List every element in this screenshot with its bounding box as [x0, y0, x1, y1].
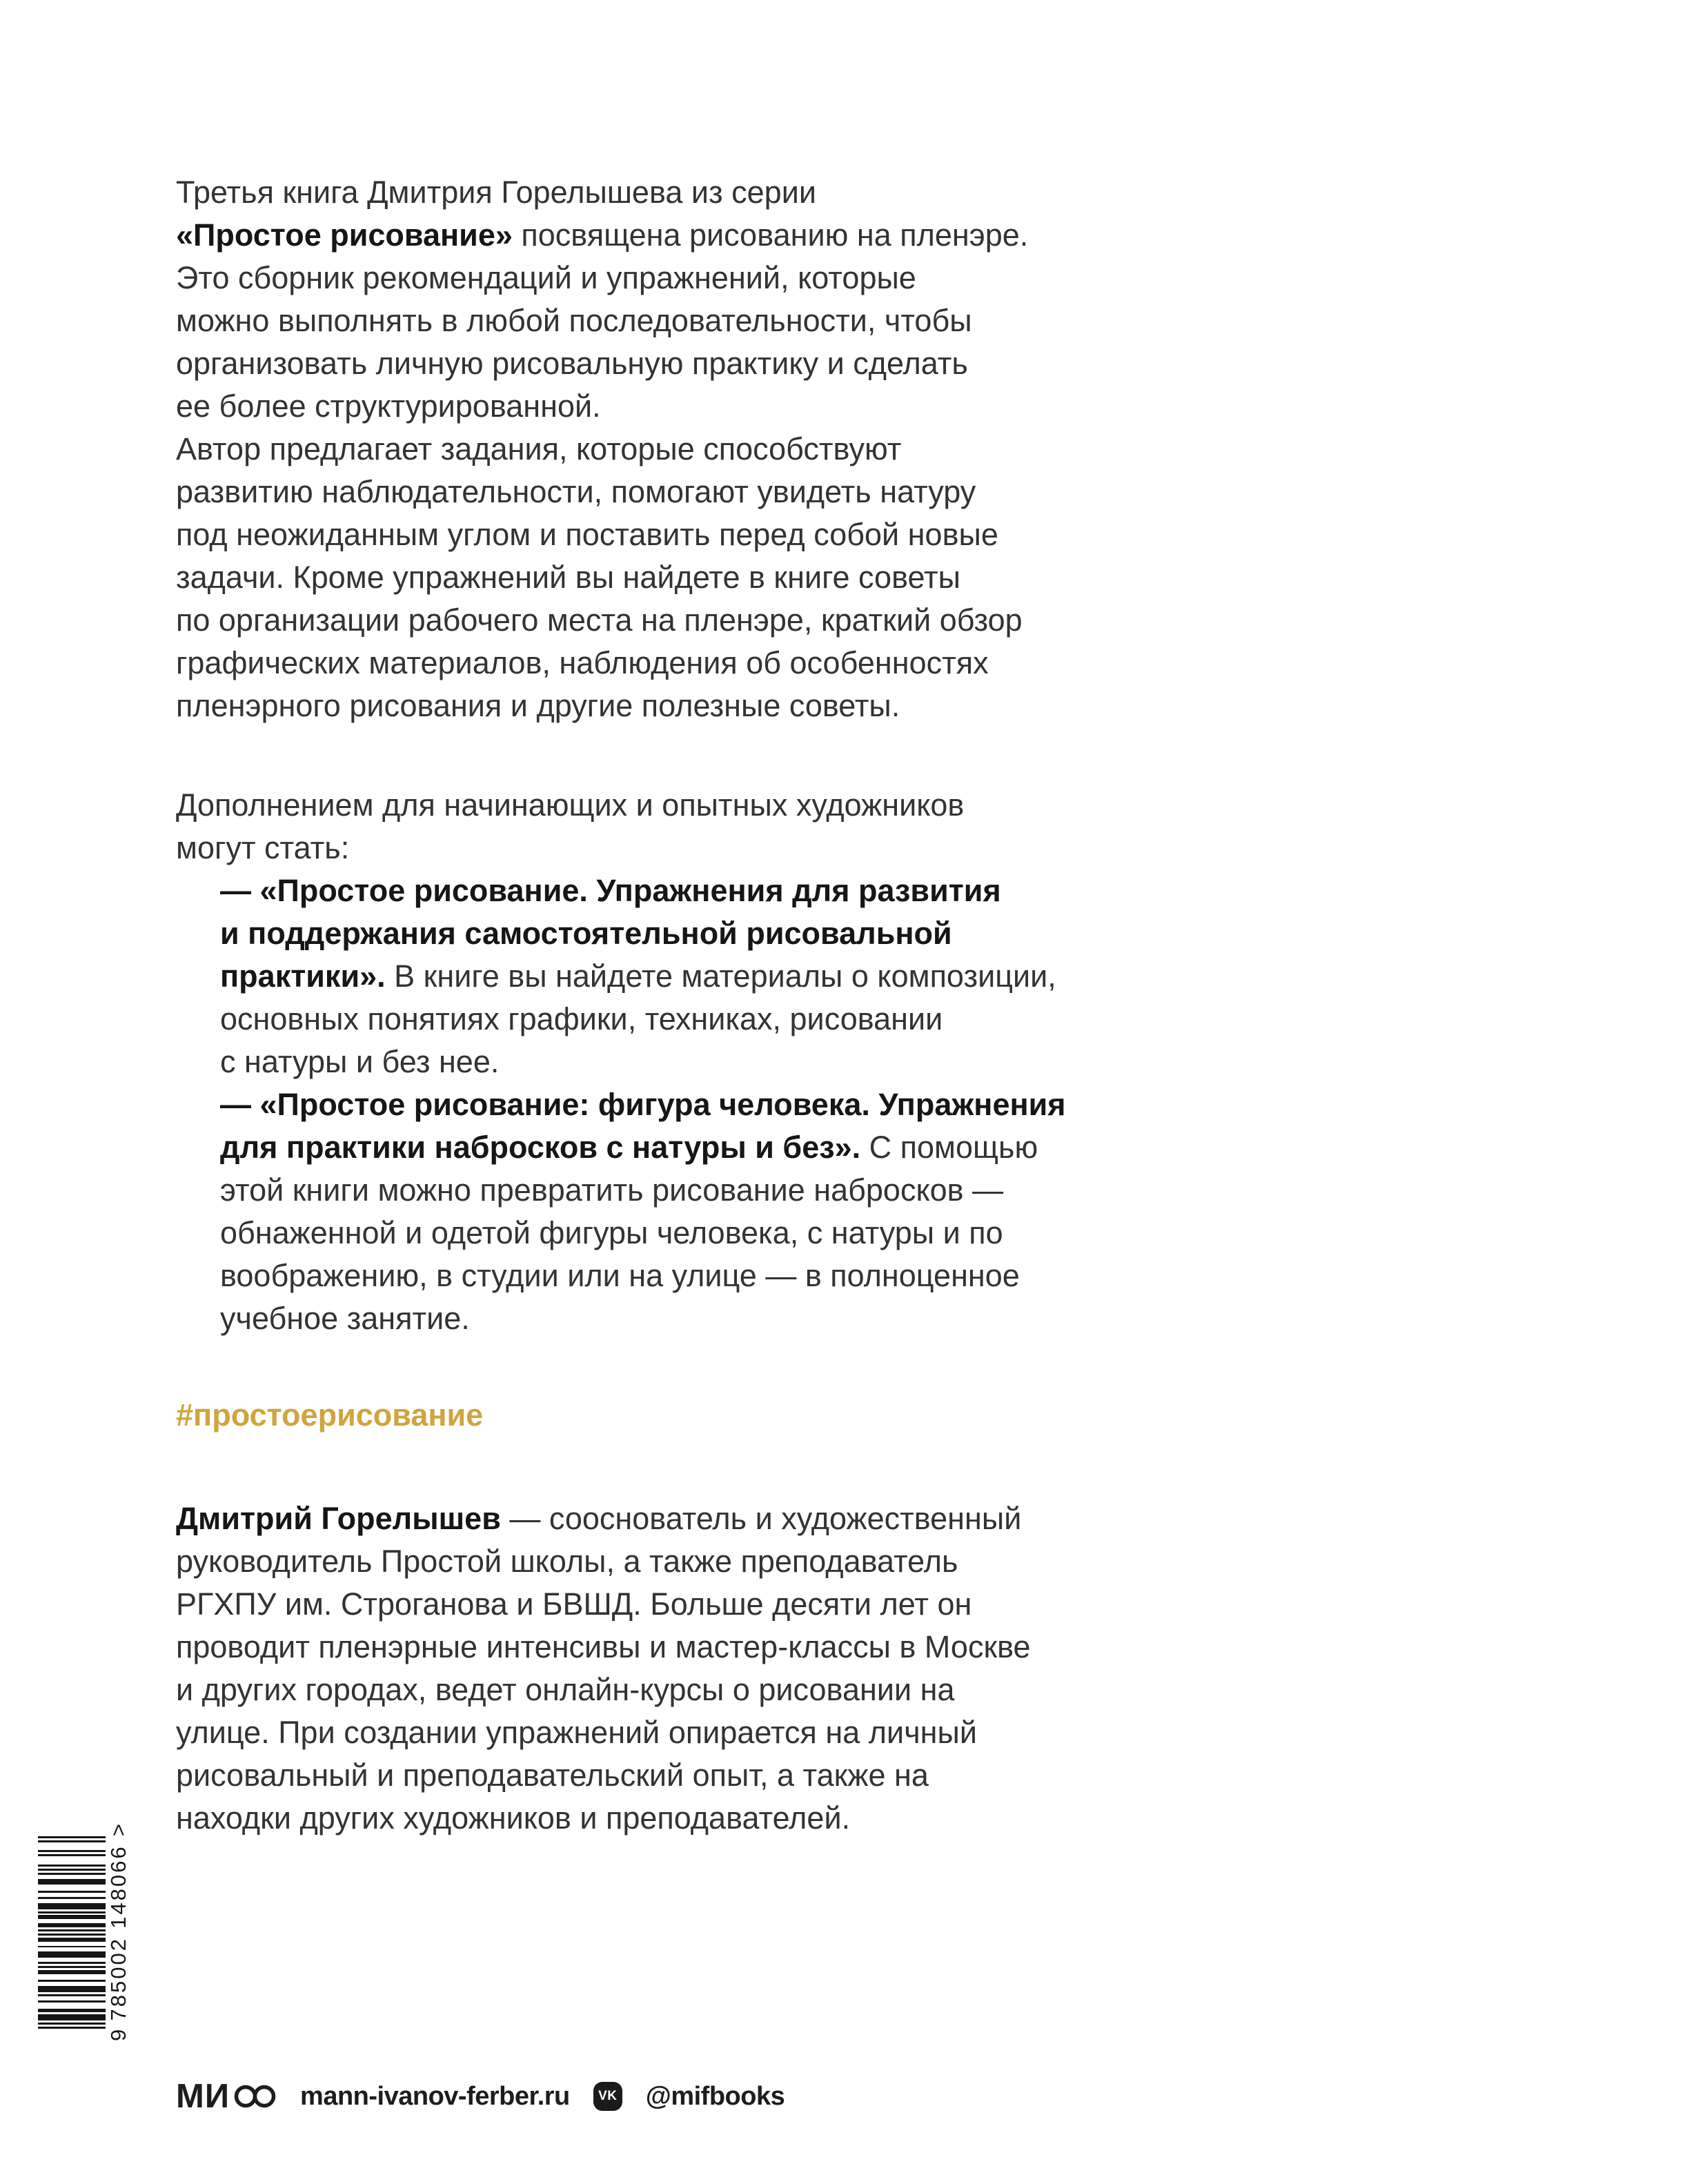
barcode-module — [38, 1938, 106, 1940]
barcode-module — [38, 1962, 106, 1964]
text-line — [176, 1126, 1066, 1169]
barcode-module — [38, 1980, 106, 1983]
text-line — [176, 955, 1066, 998]
barcode-module — [38, 1899, 106, 1901]
barcode-module — [38, 1948, 106, 1950]
barcode-module — [38, 1854, 106, 1856]
barcode-module — [38, 1984, 106, 1986]
barcode-first-digit: 9 — [106, 2029, 130, 2041]
barcode-module — [38, 2005, 106, 2007]
barcode-module — [38, 1858, 106, 1860]
bold-run: Дмитрий Горелышев — [176, 1501, 501, 1536]
text-run: С помощью — [860, 1130, 1038, 1165]
barcode-module — [38, 2000, 106, 2003]
barcode-group-2: 148066 — [106, 1844, 130, 1929]
barcode-module — [38, 1901, 106, 1903]
mif-logo-letters: МИ — [176, 2078, 230, 2115]
barcode-module — [38, 1862, 106, 1865]
text-line — [176, 685, 1028, 727]
barcode-module — [38, 1921, 106, 1923]
text-run: улице. При создании упражнений опирается на личный — [176, 1715, 977, 1750]
barcode-group-1: 785002 — [106, 1937, 130, 2021]
barcode-module — [38, 1966, 106, 1968]
text-run: Это сборник рекомендаций и упражнений, которые — [176, 260, 916, 295]
barcode-module — [38, 1925, 106, 1927]
barcode-bars — [38, 1836, 106, 2029]
barcode-module — [38, 2016, 106, 2018]
barcode-module — [38, 1893, 106, 1895]
barcode-module — [38, 1974, 106, 1976]
text-run: по организации рабочего места на пленэре, краткий обзор — [176, 602, 1023, 638]
text-line — [176, 1297, 1066, 1340]
barcode-module — [38, 2013, 106, 2015]
bold-run: «Простое рисование» — [176, 217, 513, 253]
barcode-module — [38, 1852, 106, 1854]
text-line — [176, 342, 1028, 385]
publisher-footer — [176, 2074, 785, 2118]
barcode-module — [38, 2025, 106, 2027]
barcode-module — [38, 1978, 106, 1980]
text-line — [176, 1669, 1031, 1711]
bold-run: — «Простое рисование: фигура человека. Упражнения — [220, 1087, 1066, 1122]
text-line — [176, 869, 1066, 912]
text-line — [176, 299, 1028, 342]
barcode-module — [38, 1931, 106, 1934]
barcode-module — [38, 1998, 106, 2000]
barcode-module — [38, 1889, 106, 1891]
hashtag: #простоерисование — [176, 1397, 484, 1433]
barcode-module — [38, 1968, 106, 1970]
barcode-module — [38, 1972, 106, 1974]
barcode-module — [38, 1885, 106, 1887]
barcode-module — [38, 1871, 106, 1873]
barcode-module — [38, 1895, 106, 1897]
text-line — [176, 784, 1066, 827]
text-run: основных понятиях графики, техниках, рисовании — [220, 1001, 943, 1036]
barcode-module — [38, 1992, 106, 1994]
text-run: этой книги можно превратить рисование набросков — — [220, 1172, 1004, 1208]
barcode-module — [38, 1927, 106, 1929]
text-line — [176, 599, 1028, 642]
publisher-website: mann-ivanov-ferber.ru — [300, 2081, 570, 2111]
barcode-module — [38, 1879, 106, 1881]
text-line — [176, 827, 1066, 869]
text-run: проводит пленэрные интенсивы и мастер-классы в Москве — [176, 1629, 1031, 1664]
text-line — [176, 257, 1028, 299]
vk-icon-label: VK — [598, 2089, 618, 2103]
text-run: Автор предлагает задания, которые способствуют — [176, 431, 902, 466]
barcode-module — [38, 1842, 106, 1844]
barcode-module — [38, 1996, 106, 1998]
barcode-module — [38, 1856, 106, 1858]
text-line — [176, 1083, 1066, 1126]
barcode-module — [38, 1844, 106, 1847]
text-run: РГХПУ им. Строганова и БВШД. Больше десяти лет он — [176, 1586, 972, 1622]
text-line — [176, 1169, 1066, 1212]
text-line — [176, 471, 1028, 513]
text-run: ее более структурированной. — [176, 388, 601, 424]
intro-paragraph — [176, 171, 1028, 727]
barcode-module — [38, 1877, 106, 1879]
barcode-module — [38, 1956, 106, 1958]
text-line — [176, 1255, 1066, 1297]
text-line — [176, 1754, 1031, 1797]
barcode-module — [38, 1949, 106, 1951]
barcode-rotated-body — [38, 1824, 130, 2041]
barcode-module — [38, 1946, 106, 1948]
barcode-digits — [107, 1824, 130, 2041]
barcode-module — [38, 2007, 106, 2009]
barcode-module — [38, 1954, 106, 1956]
text-line — [176, 1583, 1031, 1626]
text-run: развитию наблюдательности, помогают увидеть натуру — [176, 474, 976, 509]
barcode-module — [38, 1960, 106, 1962]
text-line — [176, 1497, 1031, 1540]
text-line — [176, 214, 1028, 257]
barcode-module — [38, 1988, 106, 1990]
barcode-module — [38, 1976, 106, 1978]
barcode-module — [38, 1869, 106, 1871]
text-run: учебное занятие. — [220, 1301, 470, 1336]
barcode-module — [38, 1909, 106, 1911]
text-run: руководитель Простой школы, а также преподаватель — [176, 1544, 958, 1579]
text-line — [176, 998, 1066, 1041]
barcode-module — [38, 1867, 106, 1869]
barcode-module — [38, 1970, 106, 1972]
text-line — [176, 1041, 1066, 1083]
ean13-barcode — [38, 1824, 130, 2041]
barcode-module — [38, 2020, 106, 2023]
text-run: находки других художников и преподавателей. — [176, 1800, 851, 1836]
text-run: организовать личную рисовальную практику и сделать — [176, 346, 968, 381]
barcode-module — [38, 1911, 106, 1914]
barcode-module — [38, 1905, 106, 1907]
text-line — [176, 1212, 1066, 1255]
barcode-module — [38, 1944, 106, 1946]
text-run: обнаженной и одетой фигуры человека, с натуры и по — [220, 1215, 1003, 1250]
bold-run: практики». — [220, 958, 386, 994]
text-run: В книге вы найдете материалы о композиции, — [385, 958, 1056, 994]
barcode-module — [38, 1891, 106, 1893]
text-line — [176, 1711, 1031, 1754]
text-line — [176, 556, 1028, 599]
barcode-module — [38, 1897, 106, 1899]
barcode-module — [38, 1942, 106, 1944]
barcode-module — [38, 1917, 106, 1919]
barcode-module — [38, 1875, 106, 1877]
text-run: Дополнением для начинающих и опытных художников — [176, 787, 965, 823]
text-run: рисовальный и преподавательский опыт, а также на — [176, 1758, 929, 1793]
text-line — [176, 513, 1028, 556]
barcode-module — [38, 1940, 106, 1942]
barcode-module — [38, 1923, 106, 1925]
text-run: можно выполнять в любой последовательности, чтобы — [176, 303, 972, 338]
mif-logo — [176, 2077, 277, 2116]
text-run: задачи. Кроме упражнений вы найдете в книге советы — [176, 560, 960, 595]
series-list-paragraph — [176, 784, 1066, 1340]
barcode-module — [38, 1994, 106, 1996]
barcode-module — [38, 2018, 106, 2020]
text-run: и других городах, ведет онлайн-курсы о рисовании на — [176, 1672, 955, 1707]
barcode-module — [38, 1849, 106, 1851]
bold-run: для практики набросков с натуры и без». — [220, 1130, 861, 1165]
text-run: — сооснователь и художественный — [500, 1501, 1022, 1536]
text-run: воображению, в студии или на улице — в полноценное — [220, 1258, 1020, 1293]
text-line — [176, 642, 1028, 685]
barcode-module — [38, 1847, 106, 1849]
text-line — [176, 1540, 1031, 1583]
text-line — [176, 428, 1028, 471]
barcode-module — [38, 1990, 106, 1992]
barcode-module — [38, 2003, 106, 2005]
barcode-module — [38, 1958, 106, 1960]
text-line — [176, 912, 1066, 955]
barcode-module — [38, 1916, 106, 1918]
barcode-module — [38, 1838, 106, 1840]
barcode-module — [38, 1964, 106, 1966]
text-run: пленэрного рисования и другие полезные советы. — [176, 688, 900, 723]
barcode-module — [38, 1873, 106, 1875]
barcode-module — [38, 2014, 106, 2016]
barcode-module — [38, 1860, 106, 1862]
text-run: с натуры и без нее. — [220, 1044, 500, 1079]
barcode-module — [38, 1919, 106, 1921]
barcode-module — [38, 1865, 106, 1867]
bold-run: и поддержания самостоятельной рисовальной — [220, 916, 952, 951]
barcode-module — [38, 1986, 106, 1988]
text-line — [176, 385, 1028, 428]
infinity-icon — [234, 2083, 277, 2109]
vk-handle: @mifbooks — [645, 2081, 785, 2111]
barcode-module — [38, 1982, 106, 1984]
barcode-module — [38, 2009, 106, 2011]
barcode-module — [38, 1914, 106, 1916]
barcode-module — [38, 2027, 106, 2029]
text-line — [176, 171, 1028, 214]
text-run: посвящена рисованию на пленэре. — [512, 217, 1029, 253]
barcode-module — [38, 1840, 106, 1842]
barcode-module — [38, 1907, 106, 1909]
text-line — [176, 1797, 1031, 1840]
barcode-quiet-zone-marker: > — [106, 1824, 130, 1837]
barcode-module — [38, 1881, 106, 1883]
barcode-module — [38, 1883, 106, 1885]
text-run: графических материалов, наблюдения об особенностях — [176, 645, 989, 680]
bold-run: — «Простое рисование. Упражнения для развития — [220, 873, 1001, 908]
barcode-module — [38, 1887, 106, 1889]
barcode-module — [38, 1934, 106, 1936]
text-line — [176, 1626, 1031, 1669]
vk-icon — [593, 2082, 622, 2111]
barcode-module — [38, 2011, 106, 2013]
text-run: могут стать: — [176, 830, 350, 865]
barcode-module — [38, 1951, 106, 1954]
text-run: под неожиданным углом и поставить перед собой новые — [176, 517, 998, 552]
barcode-module — [38, 2023, 106, 2025]
barcode-module — [38, 1929, 106, 1931]
barcode-module — [38, 1836, 106, 1838]
text-run: Третья книга Дмитрия Горелышева из серии — [176, 175, 816, 210]
barcode-module — [38, 1936, 106, 1938]
barcode-module — [38, 1851, 106, 1853]
barcode-module — [38, 1903, 106, 1905]
author-bio-paragraph — [176, 1497, 1031, 1840]
